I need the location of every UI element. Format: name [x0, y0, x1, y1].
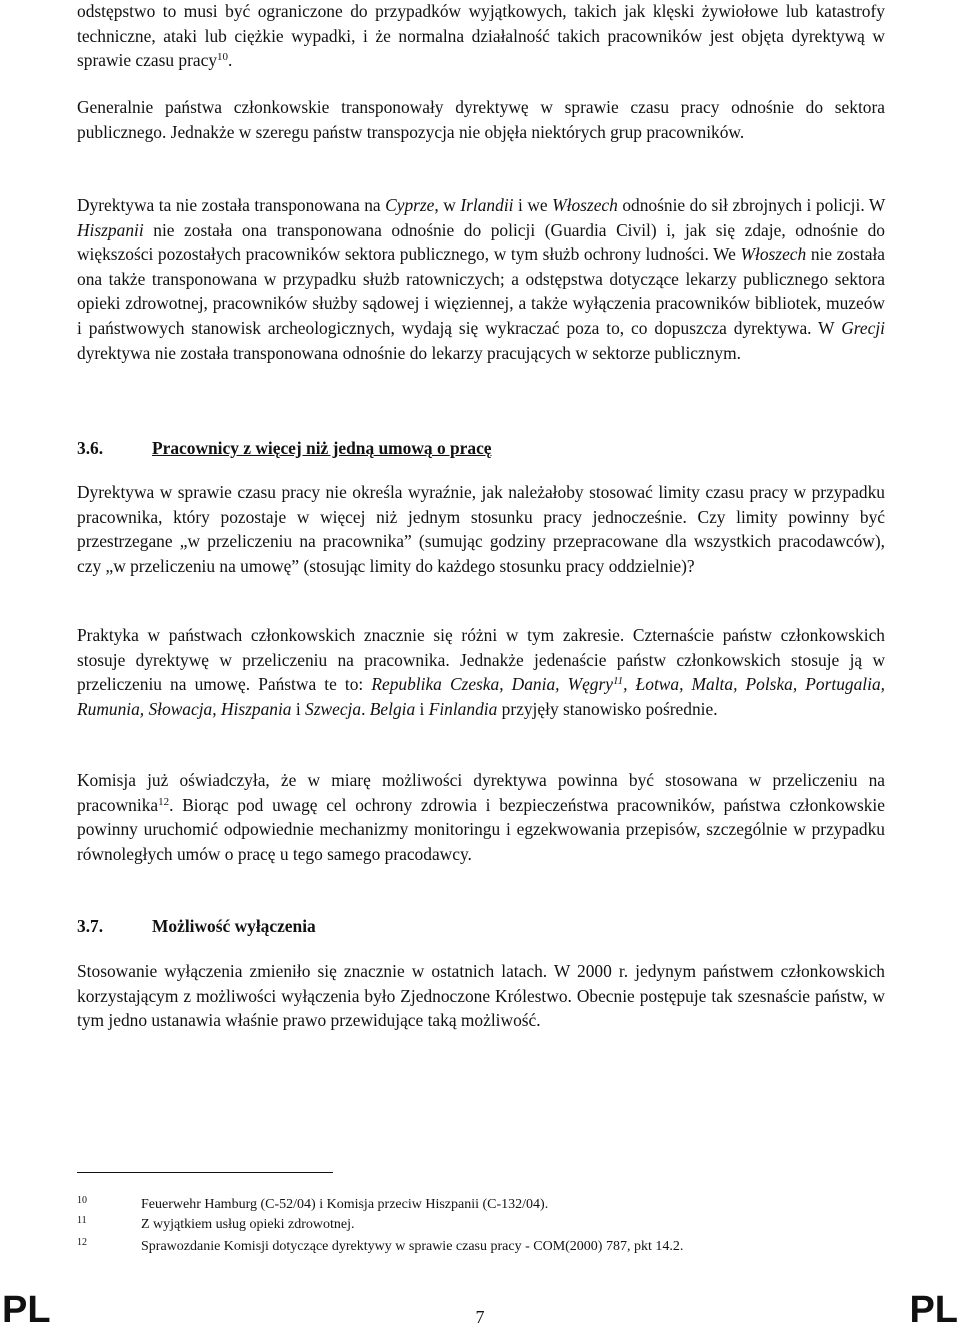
section-title: Pracownicy z więcej niż jedną umową o pracę: [152, 438, 492, 458]
footnote-number: 11: [77, 1215, 87, 1226]
section-heading-3-7: [77, 914, 885, 938]
paragraph-multiple-contracts: Dyrektywa w sprawie czasu pracy nie określa wyraźnie, jak należałoby stosować limity czasu pracy w przypadku pracownika, który pozostaje w więcej niż jednym stosunku pracy jednocześnie. Czy limity powinny być przestrzegane „w przeliczeniu na pracownika” (sumując godziny przepracowane dla wszystkich pracodawców), czy „w przeliczeniu na umowę” (stosując limity do każdego stosunku pracy oddzielnie)?: [77, 482, 885, 576]
paragraph-member-state-practice: Praktyka w państwach członkowskich znacznie się różni w tym zakresie. Czternaście państw członkowskich stosuje dyrektywę w przeliczeniu na pracownika. Jednakże jedenaście państw członkowskich stosuje ją w przeliczeniu na umowę. Państwa te to: Republika Czeska, Dania, Węgry$^{11}$, Łotwa, Malta, Polska, Portugalia, Rumunia, Słowacja, Hiszpania i Szwecja. Belgia i Finlandia przyjęły stanowisko pośrednie.: [77, 625, 886, 719]
page-number: 7: [475, 1307, 485, 1327]
paragraph-opt-out: Stosowanie wyłączenia zmieniło się znacznie w ostatnich latach. W 2000 r. jedynym państwem członkowskich korzystającym z możliwości wyłączenia było Zjednoczone Królestwo. Obecnie postępuje tak szesnaście państw, w tym jedno ustanawia właśnie prawo przewidujące taką możliwość.: [77, 961, 885, 1031]
paragraph-commission-statement: Komisja już oświadczyła, że w miarę możliwości dyrektywa powinna być stosowana w przeliczeniu na pracownika$^{12}$. Biorąc pod uwagę cel ochrony zdrowia i bezpieczeństwa pracowników, państwa członkowskie powinny uruchomić odpowiednie mechanizmy monitoringu i egzekwowania przepisów, szczególnie w przypadku równoległych umów o pracę u tego samego pracodawcy.: [77, 770, 885, 864]
section-number: 3.7.: [77, 916, 104, 936]
footnote-number: 10: [77, 1195, 87, 1206]
footer-language-code-right: PL: [909, 1289, 958, 1331]
footnote-ref-10[interactable]: 10: [217, 51, 229, 64]
section-heading-3-6: [77, 436, 885, 460]
section-title: Możliwość wyłączenia: [152, 916, 316, 936]
paragraph-transposition-public-sector: Generalnie państwa członkowskie transponowały dyrektywę w sprawie czasu pracy odnośnie do sektora publicznego. Jednakże w szeregu państw transpozycja nie objęła niektórych grup pracowników.: [77, 97, 885, 142]
footnote-text: Sprawozdanie Komisji dotyczące dyrektywy w sprawie czasu pracy - COM(2000) 787, pkt 14.2.: [141, 1239, 684, 1254]
paragraph-continuation: odstępstwo to musi być ograniczone do przypadków wyjątkowych, takich jak klęski żywiołowe lub katastrofy techniczne, ataki lub ciężkie wypadki, i że normalna działalność takich pracowników jest objęta dyrektywą w sprawie czasu pracy$^{10}$.: [77, 1, 885, 71]
footnote-ref-11[interactable]: 11: [612, 675, 624, 688]
footnote-text: Z wyjątkiem usług opieki zdrowotnej.: [141, 1217, 355, 1232]
footnote-number: 12: [77, 1237, 87, 1248]
footnote-text: Feuerwehr Hamburg (C-52/04) i Komisja przeciw Hiszpanii (C-132/04).: [141, 1197, 549, 1212]
paragraph-not-transposed: Dyrektywa ta nie została transponowana na Cyprze, w Irlandii i we Włoszech odnośnie do sił zbrojnych i policji. W Hiszpanii nie została ona transponowana odnośnie do policji (Guardia Civil) i, jak się zdaje, odnośnie do większości pozostałych pracowników sektora publicznego, w tym służb ochrony ludności. We Włoszech nie została ona także transponowana w przypadku służb ratowniczych; a odstępstwa dotyczące lekarzy publicznego sektora opieki zdrowotnej, pracowników służby sądowej i więziennej, a także wyłączenia pracowników bibliotek, muzeów i państwowych stanowisk archeologicznych, wydają się wykraczać poza to, co dopuszcza dyrektywa. W Grecji dyrektywa nie została transponowana odnośnie do lekarzy pracujących w sektorze publicznym.: [77, 195, 885, 363]
footnote-ref-12[interactable]: 12: [158, 795, 170, 808]
footnote-separator: [77, 1172, 333, 1173]
section-number: 3.6.: [77, 438, 104, 458]
footer-language-code-left: PL: [2, 1289, 51, 1331]
